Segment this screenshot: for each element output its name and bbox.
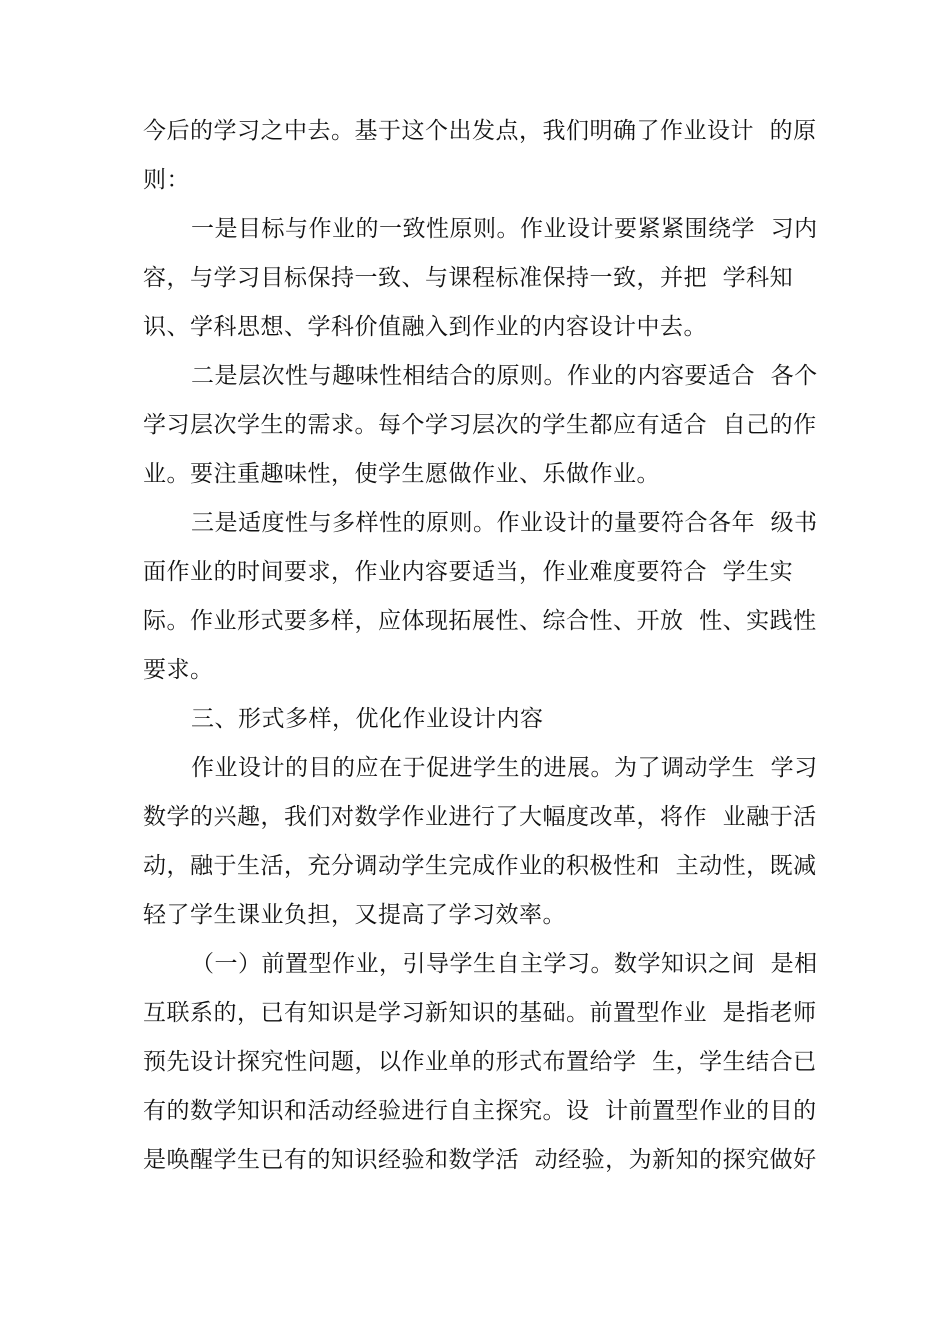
paragraph-start-line: 一是目标与作业的一致性原则。作业设计要紧紧围绕学 习内 bbox=[191, 216, 818, 242]
text-line: 业。要注重趣味性，使学生愿做作业、乐做作业。 bbox=[143, 461, 660, 487]
text-line: 面作业的时间要求，作业内容要适当，作业难度要符合 学生实 bbox=[143, 559, 794, 585]
paragraph-start-line: 三是适度性与多样性的原则。作业设计的量要符合各年 级书 bbox=[191, 510, 818, 536]
text-line: 要求。 bbox=[143, 657, 214, 683]
text-line: 今后的学习之中去。基于这个出发点，我们明确了作业设计 的原 bbox=[143, 118, 817, 144]
text-line: 轻了学生课业负担，又提高了学习效率。 bbox=[143, 902, 566, 928]
text-line: 互联系的，已有知识是学习新知识的基础。前置型作业 是指老师 bbox=[143, 1000, 817, 1026]
text-line: 数学的兴趣，我们对数学作业进行了大幅度改革，将作 业融于活 bbox=[143, 804, 817, 830]
text-line: 容，与学习目标保持一致、与课程标准保持一致，并把 学科知 bbox=[143, 265, 794, 291]
text-line: 学习层次学生的需求。每个学习层次的学生都应有适合 自己的作 bbox=[143, 412, 817, 438]
paragraph-start-line: 作业设计的目的应在于促进学生的进展。为了调动学生 学习 bbox=[191, 755, 818, 781]
paragraph-start-line: （一）前置型作业，引导学生自主学习。数学知识之间 是相 bbox=[191, 951, 818, 977]
text-line: 则： bbox=[143, 167, 190, 193]
text-line: 际。作业形式要多样，应体现拓展性、综合性、开放 性、实践性 bbox=[143, 608, 817, 634]
paragraph-start-line: 二是层次性与趣味性相结合的原则。作业的内容要适合 各个 bbox=[191, 363, 818, 389]
text-line: 动，融于生活，充分调动学生完成作业的积极性和 主动性，既减 bbox=[143, 853, 817, 879]
section-heading: 三、形式多样，优化作业设计内容 bbox=[191, 706, 544, 732]
body-text bbox=[143, 107, 833, 1185]
text-line: 有的数学知识和活动经验进行自主探究。设 计前置型作业的目的 bbox=[143, 1098, 817, 1124]
text-line: 是唤醒学生已有的知识经验和数学活 动经验，为新知的探究做好 bbox=[143, 1147, 817, 1173]
text-line: 识、学科思想、学科价值融入到作业的内容设计中去。 bbox=[143, 314, 707, 340]
text-line: 预先设计探究性问题，以作业单的形式布置给学 生，学生结合已 bbox=[143, 1049, 817, 1075]
